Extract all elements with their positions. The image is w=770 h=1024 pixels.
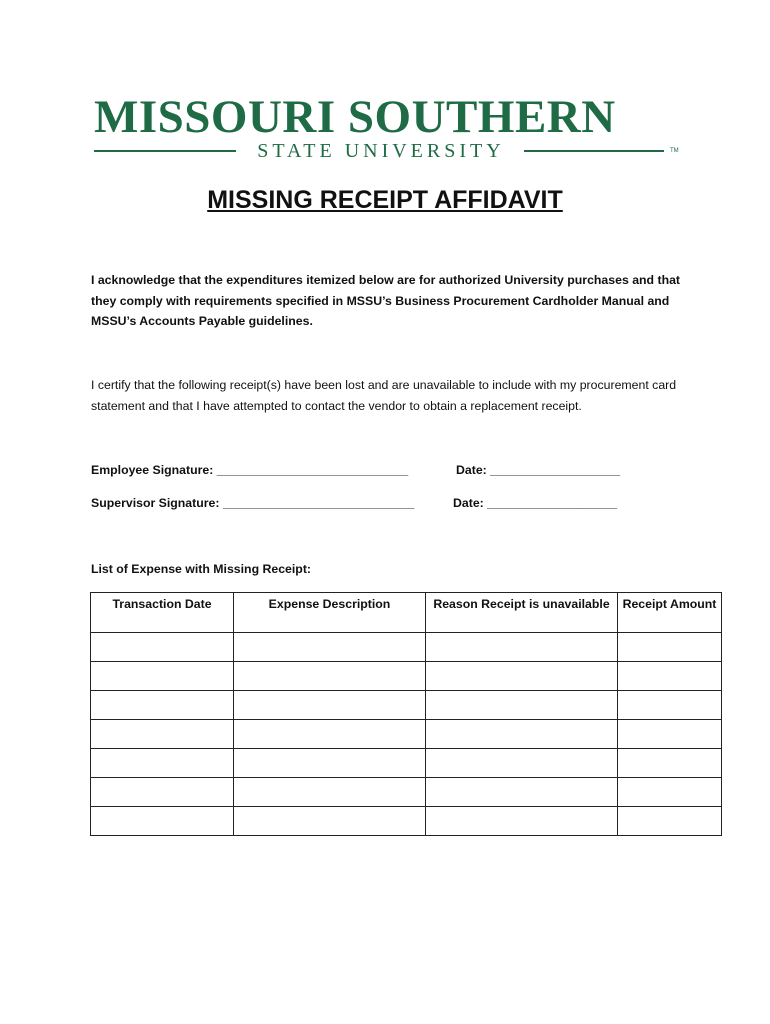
table-row xyxy=(91,778,722,807)
logo-rule-left xyxy=(94,150,236,152)
table-cell[interactable] xyxy=(618,778,722,807)
table-cell[interactable] xyxy=(618,807,722,836)
table-cell[interactable] xyxy=(91,807,234,836)
logo-trademark: TM xyxy=(670,148,679,154)
table-cell[interactable] xyxy=(91,662,234,691)
logo-name: MISSOURI SOUTHERN xyxy=(94,91,616,143)
table-cell[interactable] xyxy=(91,778,234,807)
logo-subtitle: STATE UNIVERSITY xyxy=(257,140,505,162)
table-cell[interactable] xyxy=(618,720,722,749)
employee-date-field[interactable]: Date: ___________________ xyxy=(456,463,621,477)
table-cell[interactable] xyxy=(426,749,618,778)
table-row xyxy=(91,691,722,720)
table-row xyxy=(91,633,722,662)
university-logo xyxy=(90,92,680,162)
expense-list-title: List of Expense with Missing Receipt: xyxy=(91,562,312,576)
header-reason-unavailable: Reason Receipt is unavailable xyxy=(426,593,618,633)
logo-subtitle-row xyxy=(94,140,679,162)
table-cell[interactable] xyxy=(234,807,426,836)
table-cell[interactable] xyxy=(234,720,426,749)
table-cell[interactable] xyxy=(426,778,618,807)
table-row xyxy=(91,720,722,749)
acknowledgement-text: I acknowledge that the expenditures itemized below are for authorized University purchases and that they comply with requirements specified in MSSU’s Business Procurement Cardholder Manual and MSSU’s Accounts Payable guidelines. xyxy=(91,273,681,328)
table-cell[interactable] xyxy=(234,749,426,778)
table-cell[interactable] xyxy=(426,720,618,749)
table-cell[interactable] xyxy=(91,720,234,749)
table-cell[interactable] xyxy=(234,691,426,720)
table-cell[interactable] xyxy=(618,691,722,720)
header-receipt-amount: Receipt Amount xyxy=(618,593,722,633)
logo-rule-right xyxy=(524,150,664,152)
table-cell[interactable] xyxy=(234,633,426,662)
table-cell[interactable] xyxy=(426,691,618,720)
table-cell[interactable] xyxy=(91,691,234,720)
employee-signature-field[interactable]: Employee Signature: ____________________________ xyxy=(91,463,409,477)
page-title: MISSING RECEIPT AFFIDAVIT xyxy=(207,186,563,214)
table-row xyxy=(91,749,722,778)
table-cell[interactable] xyxy=(234,778,426,807)
table-cell[interactable] xyxy=(426,662,618,691)
table-cell[interactable] xyxy=(618,749,722,778)
table-cell[interactable] xyxy=(234,662,426,691)
table-cell[interactable] xyxy=(91,749,234,778)
header-expense-description: Expense Description xyxy=(234,593,426,633)
table-cell[interactable] xyxy=(91,633,234,662)
table-cell[interactable] xyxy=(426,633,618,662)
supervisor-signature-field[interactable]: Supervisor Signature: ____________________________ xyxy=(91,496,415,510)
header-transaction-date: Transaction Date xyxy=(91,593,234,633)
supervisor-date-field[interactable]: Date: ___________________ xyxy=(453,496,618,510)
table-cell[interactable] xyxy=(618,662,722,691)
certification-text: I certify that the following receipt(s) have been lost and are unavailable to include with my procurement card statement and that I have attempted to contact the vendor to obtain a replacement receipt. xyxy=(91,378,677,413)
table-row xyxy=(91,662,722,691)
table-cell[interactable] xyxy=(426,807,618,836)
expense-table xyxy=(90,592,722,836)
table-row xyxy=(91,807,722,836)
table-cell[interactable] xyxy=(618,633,722,662)
table-header-row xyxy=(91,593,722,633)
